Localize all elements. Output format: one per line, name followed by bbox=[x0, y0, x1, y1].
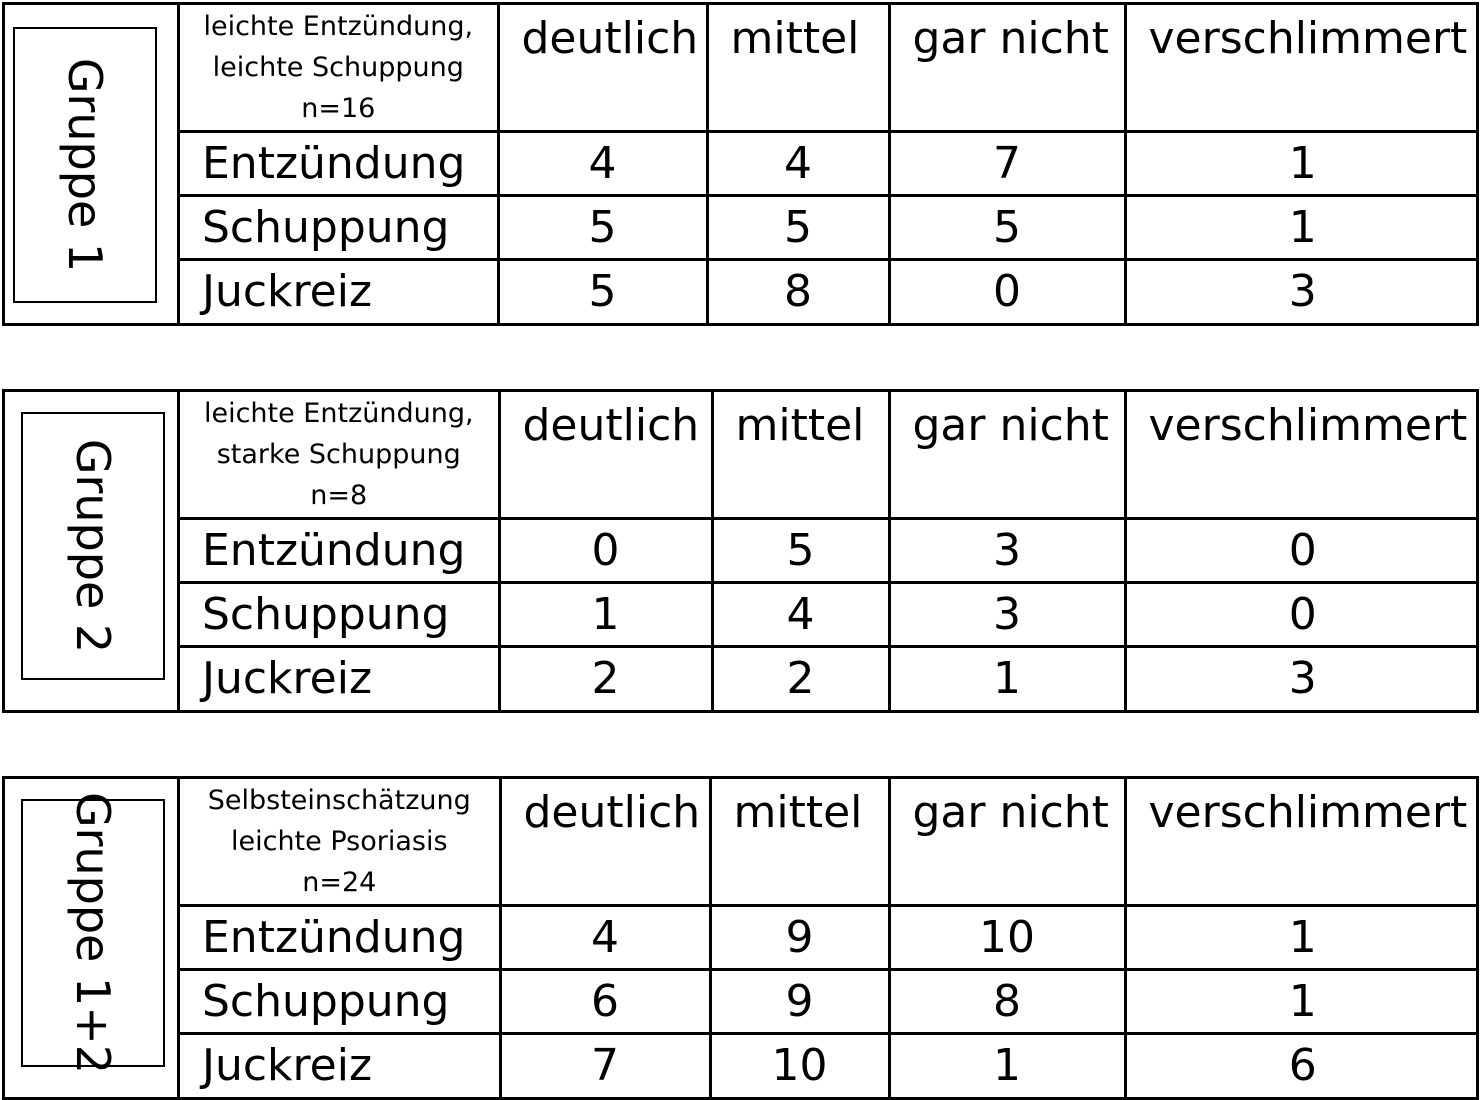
description-line-1: leichte Entzündung, bbox=[203, 10, 474, 42]
row-label: Schuppung bbox=[180, 969, 500, 1033]
header-row bbox=[180, 5, 1479, 131]
table-row bbox=[180, 259, 1479, 323]
column-header-gar-nicht: gar nicht bbox=[889, 779, 1125, 905]
header-row bbox=[180, 779, 1479, 905]
cell-value: 0 bbox=[499, 518, 712, 582]
cell-value: 2 bbox=[712, 646, 889, 710]
column-header-verschlimmert: verschlimmert bbox=[1125, 5, 1479, 131]
cell-value: 10 bbox=[889, 905, 1125, 969]
cell-value: 5 bbox=[498, 195, 707, 259]
cell-value: 1 bbox=[1125, 195, 1479, 259]
row-label: Entzündung bbox=[180, 905, 500, 969]
table-row bbox=[180, 905, 1479, 969]
table-row bbox=[180, 1033, 1479, 1097]
row-label: Juckreiz bbox=[180, 259, 498, 323]
column-header-mittel: mittel bbox=[707, 5, 889, 131]
column-header-mittel: mittel bbox=[712, 392, 889, 518]
cell-value: 8 bbox=[889, 969, 1125, 1033]
cell-value: 0 bbox=[1125, 518, 1479, 582]
group-1-2-table bbox=[2, 776, 1479, 1100]
column-header-deutlich: deutlich bbox=[500, 779, 710, 905]
cell-value: 5 bbox=[707, 195, 889, 259]
table-row bbox=[180, 646, 1479, 710]
cell-value: 6 bbox=[1125, 1033, 1479, 1097]
sample-size: n=8 bbox=[310, 479, 368, 511]
cell-value: 4 bbox=[712, 582, 889, 646]
cell-value: 9 bbox=[710, 969, 889, 1033]
group-label-box bbox=[21, 412, 165, 680]
cell-value: 1 bbox=[889, 1033, 1125, 1097]
cell-value: 5 bbox=[889, 195, 1125, 259]
group-label-cell bbox=[5, 779, 180, 1097]
column-header-deutlich: deutlich bbox=[499, 392, 712, 518]
group-label-box bbox=[21, 791, 165, 1075]
column-header-deutlich: deutlich bbox=[498, 5, 707, 131]
description-line-2: starke Schuppung bbox=[216, 438, 461, 470]
cell-value: 7 bbox=[889, 131, 1125, 195]
row-label: Entzündung bbox=[180, 518, 499, 582]
table-row bbox=[180, 518, 1479, 582]
table-row bbox=[180, 582, 1479, 646]
table-row bbox=[180, 195, 1479, 259]
cell-value: 3 bbox=[889, 518, 1125, 582]
results-table bbox=[180, 392, 1479, 710]
cell-value: 5 bbox=[498, 259, 707, 323]
cell-value: 6 bbox=[500, 969, 710, 1033]
row-label: Juckreiz bbox=[180, 646, 499, 710]
cell-value: 1 bbox=[1125, 131, 1479, 195]
sample-size: n=24 bbox=[302, 866, 377, 898]
group-2-table bbox=[2, 389, 1479, 713]
cell-value: 10 bbox=[710, 1033, 889, 1097]
column-header-mittel: mittel bbox=[710, 779, 889, 905]
row-label: Juckreiz bbox=[180, 1033, 500, 1097]
cell-value: 1 bbox=[1125, 969, 1479, 1033]
cell-value: 9 bbox=[710, 905, 889, 969]
cell-value: 1 bbox=[1125, 905, 1479, 969]
column-header-gar-nicht: gar nicht bbox=[889, 392, 1125, 518]
group-description bbox=[180, 392, 499, 518]
sample-size: n=16 bbox=[301, 92, 376, 124]
group-description bbox=[180, 5, 498, 131]
cell-value: 1 bbox=[889, 646, 1125, 710]
cell-value: 3 bbox=[889, 582, 1125, 646]
cell-value: 3 bbox=[1125, 259, 1479, 323]
description-line-1: leichte Entzündung, bbox=[203, 397, 474, 429]
cell-value: 2 bbox=[499, 646, 712, 710]
row-label: Schuppung bbox=[180, 195, 498, 259]
group-label-cell bbox=[5, 5, 180, 323]
row-label: Schuppung bbox=[180, 582, 499, 646]
group-label: Gruppe 1 bbox=[58, 57, 112, 273]
group-description bbox=[180, 779, 500, 905]
cell-value: 4 bbox=[500, 905, 710, 969]
column-header-gar-nicht: gar nicht bbox=[889, 5, 1125, 131]
cell-value: 1 bbox=[499, 582, 712, 646]
group-label: Gruppe 1+2 bbox=[66, 791, 121, 1075]
column-header-verschlimmert: verschlimmert bbox=[1125, 392, 1479, 518]
group-label: Gruppe 2 bbox=[66, 438, 120, 654]
results-table bbox=[180, 779, 1479, 1097]
cell-value: 8 bbox=[707, 259, 889, 323]
cell-value: 0 bbox=[889, 259, 1125, 323]
header-row bbox=[180, 392, 1479, 518]
cell-value: 4 bbox=[498, 131, 707, 195]
group-1-table bbox=[2, 2, 1479, 326]
description-line-2: leichte Psoriasis bbox=[230, 825, 448, 857]
description-line-2: leichte Schuppung bbox=[212, 51, 464, 83]
description-line-1: Selbsteinschätzung bbox=[207, 784, 471, 816]
cell-value: 5 bbox=[712, 518, 889, 582]
results-table bbox=[180, 5, 1479, 323]
cell-value: 0 bbox=[1125, 582, 1479, 646]
group-label-cell bbox=[5, 392, 180, 710]
table-row bbox=[180, 131, 1479, 195]
column-header-verschlimmert: verschlimmert bbox=[1125, 779, 1479, 905]
table-row bbox=[180, 969, 1479, 1033]
cell-value: 7 bbox=[500, 1033, 710, 1097]
cell-value: 3 bbox=[1125, 646, 1479, 710]
group-label-box bbox=[13, 27, 157, 303]
row-label: Entzündung bbox=[180, 131, 498, 195]
cell-value: 4 bbox=[707, 131, 889, 195]
